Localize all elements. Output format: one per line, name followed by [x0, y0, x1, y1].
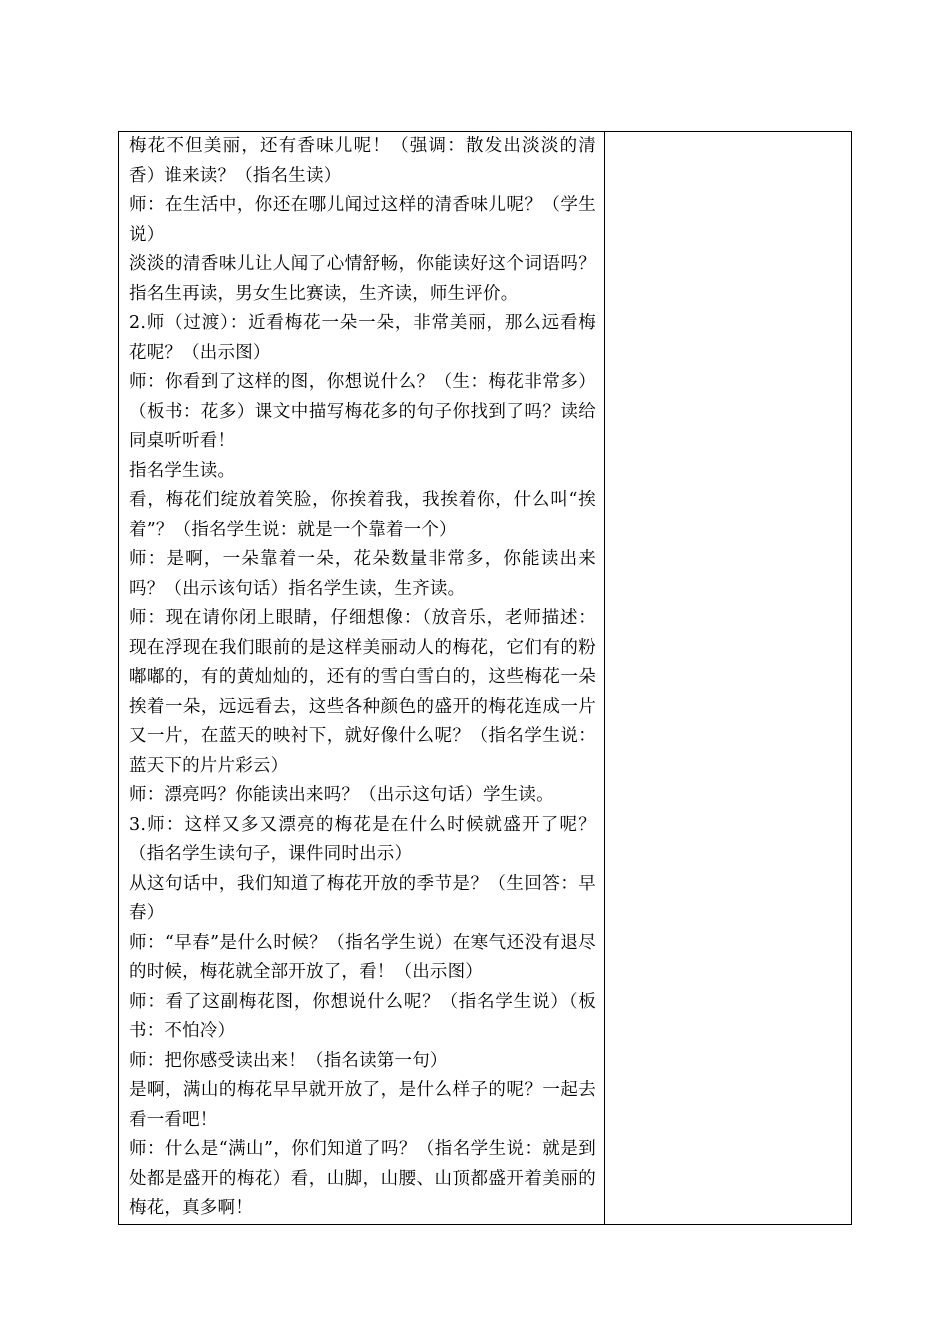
paragraph-whole-mountain: 师：什么是“满山”，你们知道了吗？（指名学生说：就是到处都是盛开的梅花）看，山脚，山腰、山顶都盛开着美丽的梅花，真多啊！: [129, 1139, 596, 1218]
lesson-process-cell: [119, 132, 605, 1225]
table-row: [119, 132, 852, 1225]
paragraph-read-word: 淡淡的清香味儿让人闻了心情舒畅，你能读好这个词语吗？指名生再读，男女生比赛读，生齐读，师生评价。: [129, 254, 596, 304]
paragraph-imagine: 师：现在请你闭上眼睛，仔细想像：（放音乐，老师描述：现在浮现在我们眼前的是这样美丽动人的梅花，它们有的粉嘟嘟的，有的黄灿灿的，还有的雪白雪白的，这些梅花一朵挨着一朵，远远看去，这些各种颜色的盛开的梅花连成一片又一片，在蓝天的映衬下，就好像什么呢？（指名学生说：蓝天下的片片彩云）: [129, 608, 596, 776]
paragraph-when-bloom: 3.师：这样又多又漂亮的梅花是在什么时候就盛开了呢？（指名学生读句子，课件同时出示）: [129, 814, 596, 864]
paragraph-mountain: 是啊，满山的梅花早早就开放了，是什么样子的呢？一起去看一看吧！: [129, 1080, 596, 1130]
paragraph-read-feeling: 师：把你感受读出来！（指名读第一句）: [129, 1050, 448, 1071]
paragraph-pretty: 师：漂亮吗？你能读出来吗？（出示这句话）学生读。: [129, 785, 554, 805]
paragraph-read-aloud: 师：是啊，一朵靠着一朵，花朵数量非常多，你能读出来吗？（出示该句话）指名学生读，生齐读。: [129, 549, 596, 599]
paragraph-many-flowers: 师：你看到了这样的图，你想说什么？（生：梅花非常多）（板书：花多）课文中描写梅花多的句子你找到了吗？读给同桌听听看！: [129, 372, 596, 451]
paragraph-where-smelled: 师：在生活中，你还在哪儿闻过这样的清香味儿呢？（学生说）: [129, 195, 596, 245]
notes-cell: [605, 132, 852, 1225]
lesson-plan-table: [118, 131, 852, 1225]
paragraph-season: 从这句话中，我们知道了梅花开放的季节是？（生回答：早春）: [129, 873, 596, 923]
paragraph-transition: 2.师（过渡）：近看梅花一朵一朵，非常美丽，那么远看梅花呢？（出示图）: [129, 313, 596, 363]
paragraph-early-spring: 师：“早春”是什么时候？（指名学生说）在寒气还没有退尽的时候，梅花就全部开放了，看！（出示图）: [129, 932, 596, 982]
paragraph-student-read: 指名学生读。: [129, 460, 236, 481]
paragraph-fragrance: 梅花不但美丽，还有香味儿呢！（强调：散发出淡淡的清香）谁来读？（指名生读）: [129, 136, 596, 186]
paragraph-picture: 师：看了这副梅花图，你想说什么呢？（指名学生说）（板书：不怕冷）: [129, 991, 596, 1041]
paragraph-next-to-each-other: 看，梅花们绽放着笑脸，你挨着我，我挨着你，什么叫“挨着”？（指名学生说：就是一个靠着一个）: [129, 490, 596, 540]
lesson-process-text: [119, 132, 604, 1224]
